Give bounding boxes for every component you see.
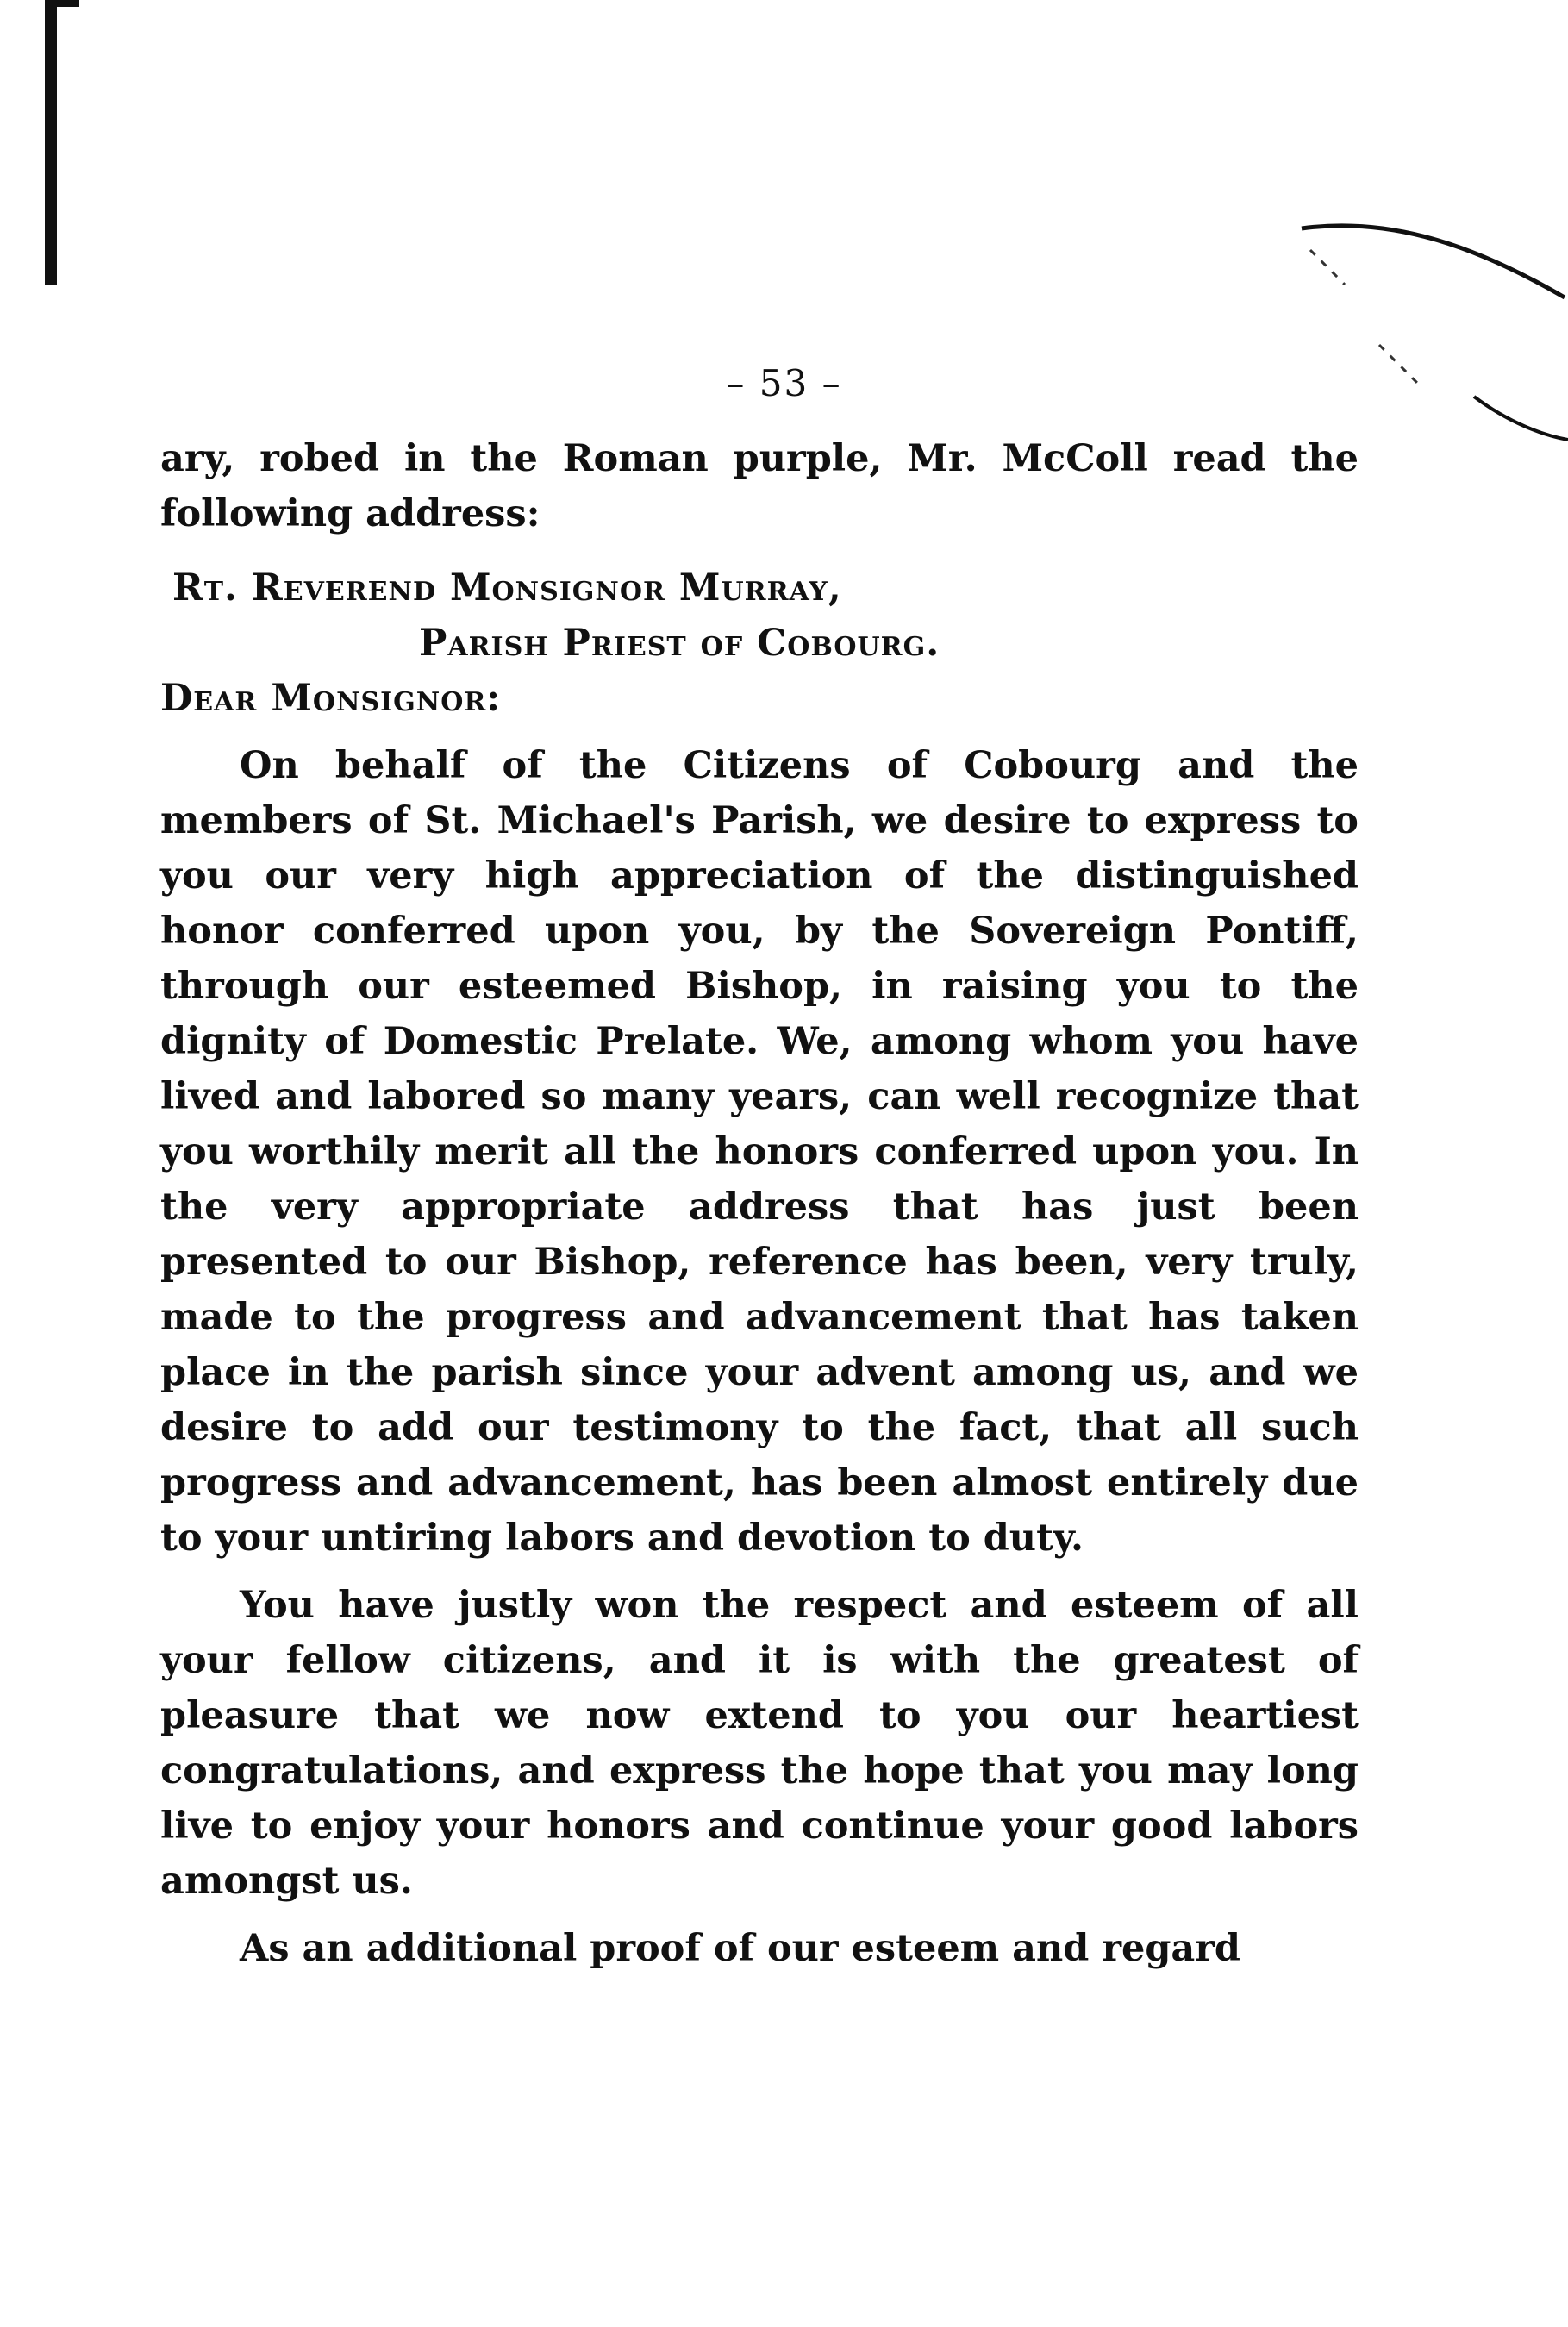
paragraph: As an additional proof of our esteem and regard [240,1927,1240,1970]
page-number: – 53 – [726,362,842,404]
salutation: Dear Monsignor: [160,677,502,720]
address-recipient: Rt. Reverend Monsignor Murray, [172,566,842,610]
corner-mark [57,0,79,7]
paragraph: You have justly won the respect and esteem of all your fellow citizens, and it is with the greatest of pleasure that we now extend to you our heartiest congratulations, and express the hope that you may long live to enjoy your honors and continue your good labors amongst us. [160,1584,1359,1903]
page-curl-mark [1302,226,1565,297]
address-title: Parish Priest of Cobourg. [419,622,940,665]
binding-edge-mark [45,0,57,285]
paragraph: On behalf of the Citizens of Cobourg and the members of St. Michael's Parish, we desire to express to you our very high appreciation of the distinguished honor conferred upon you, by the Sovereign Pontiff, through our esteemed Bishop, in raising you to the dignity of Domestic Prelate. We, among whom you have lived and labored so many years, can well recognize that you worthily merit all the honors conferred upon you. In the very appropriate address that has just been presented to our Bishop, reference has been, very truly, made to the progress and advancement that has taken place in the parish since your advent among us, and we desire to add our testimony to the fact, that all such progress and advancement, has been almost entirely due to your untiring labors and devotion to duty. [160,744,1359,1560]
opening-text: ary, robed in the Roman purple, Mr. McColl read the following address: [160,437,1359,535]
document-body [160,431,1359,1976]
